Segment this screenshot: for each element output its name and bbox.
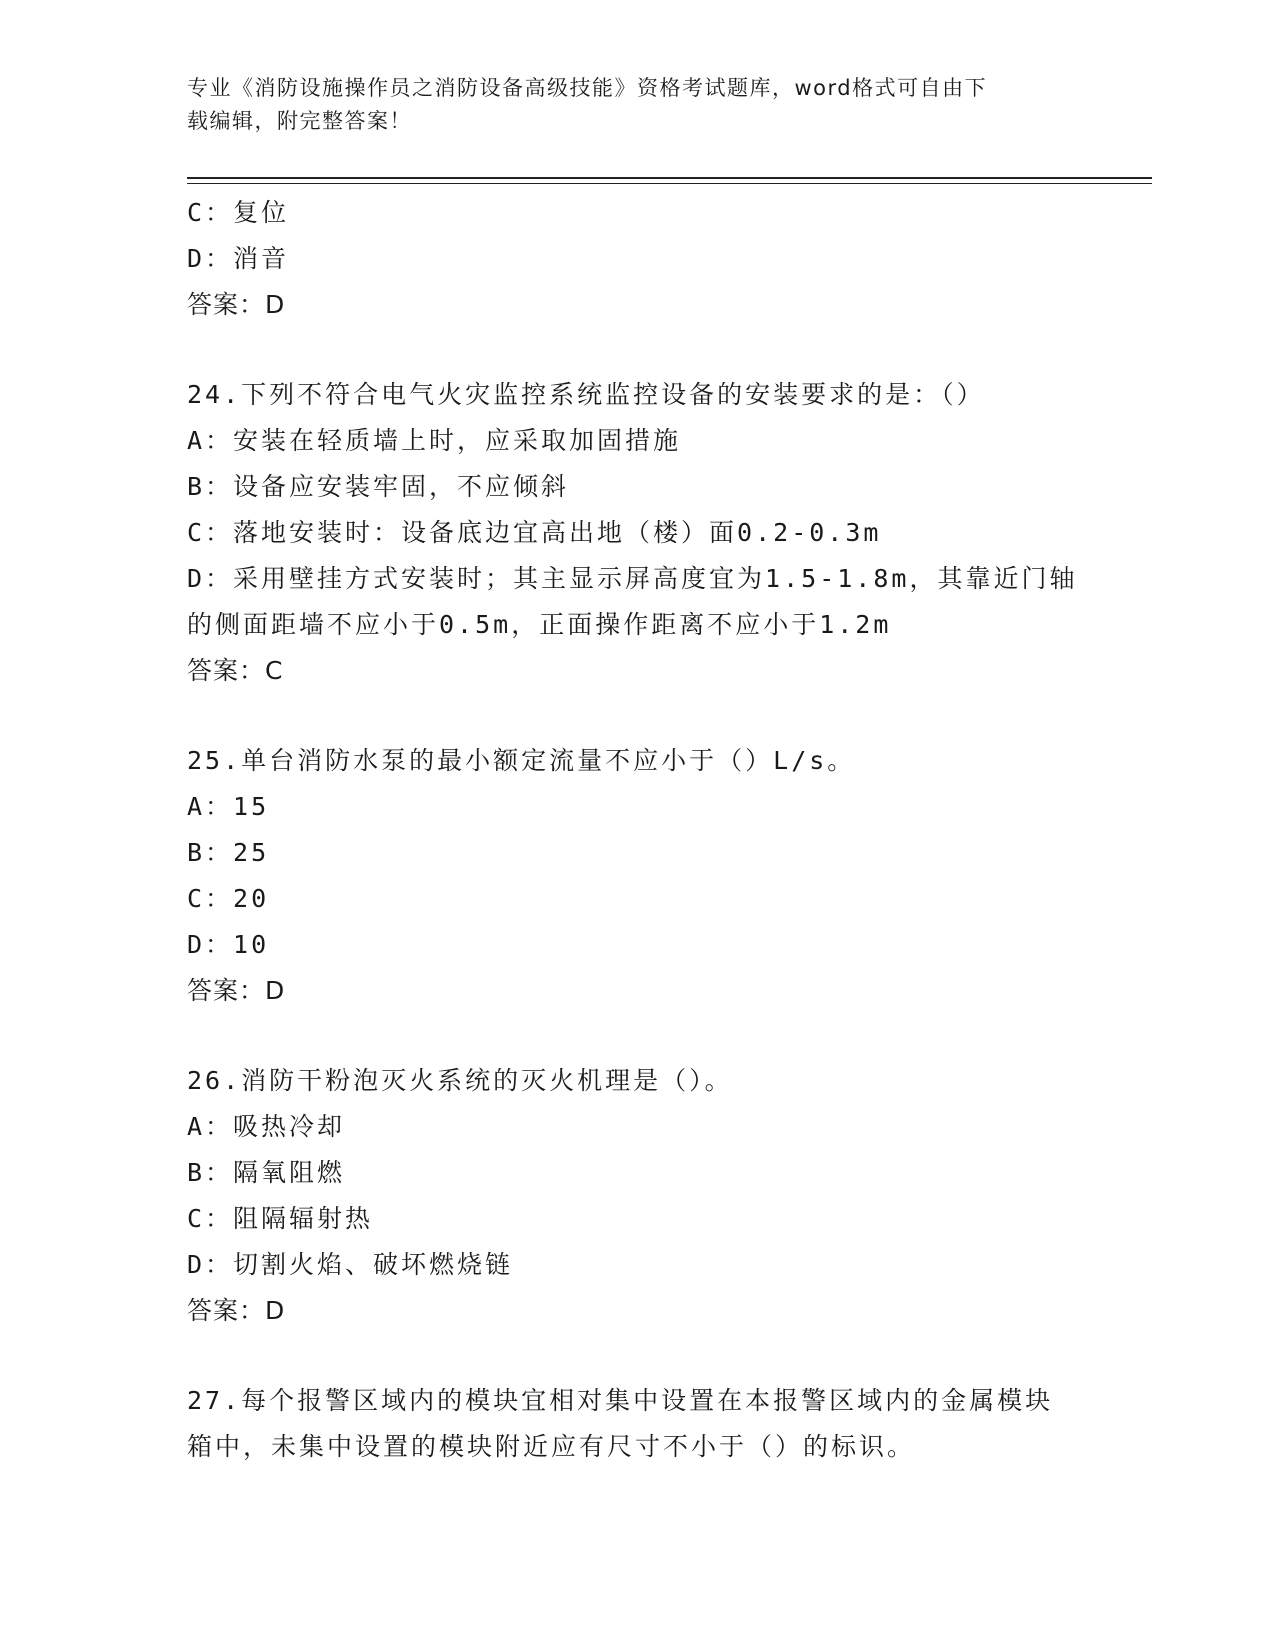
option-d: D：消音 bbox=[187, 244, 290, 273]
option-b: B：隔氧阻燃 bbox=[187, 1158, 346, 1187]
header-divider-thin bbox=[187, 183, 1152, 184]
question-26 bbox=[187, 1058, 1087, 1334]
option-c: C：20 bbox=[187, 884, 270, 913]
question-24 bbox=[187, 372, 1087, 694]
document-header bbox=[187, 72, 1067, 138]
header-line-2: 载编辑，附完整答案！ bbox=[187, 109, 412, 133]
header-divider-thick bbox=[187, 177, 1152, 179]
question-text: 24.下列不符合电气火灾监控系统监控设备的安装要求的是：（） bbox=[187, 380, 985, 409]
question-23 bbox=[187, 190, 1087, 328]
option-d: D：切割火焰、破坏燃烧链 bbox=[187, 1250, 514, 1279]
question-list bbox=[187, 190, 1087, 1470]
question-text: 25.单台消防水泵的最小额定流量不应小于（）L/s。 bbox=[187, 746, 856, 775]
question-25 bbox=[187, 738, 1087, 1014]
header-line-1: 专业《消防设施操作员之消防设备高级技能》资格考试题库，word格式可自由下 bbox=[187, 76, 988, 100]
answer: 答案：D bbox=[187, 1296, 286, 1325]
answer: 答案：D bbox=[187, 290, 286, 319]
option-d: D：采用壁挂方式安装时；其主显示屏高度宜为1.5-1.8m，其靠近门轴 bbox=[187, 564, 1078, 593]
option-a: A：吸热冷却 bbox=[187, 1112, 346, 1141]
question-text-continued: 箱中，未集中设置的模块附近应有尺寸不小于（）的标识。 bbox=[187, 1432, 916, 1461]
option-a: A：安装在轻质墙上时，应采取加固措施 bbox=[187, 426, 682, 455]
option-a: A：15 bbox=[187, 792, 270, 821]
answer: 答案：D bbox=[187, 976, 286, 1005]
question-27 bbox=[187, 1378, 1087, 1470]
option-d-continued: 的侧面距墙不应小于0.5m，正面操作距离不应小于1.2m bbox=[187, 610, 892, 639]
option-b: B：设备应安装牢固，不应倾斜 bbox=[187, 472, 570, 501]
option-b: B：25 bbox=[187, 838, 270, 867]
question-text: 26.消防干粉泡灭火系统的灭火机理是（）。 bbox=[187, 1066, 733, 1095]
answer: 答案：C bbox=[187, 656, 284, 685]
option-d: D：10 bbox=[187, 930, 270, 959]
option-c: C：阻隔辐射热 bbox=[187, 1204, 374, 1233]
question-text: 27.每个报警区域内的模块宜相对集中设置在本报警区域内的金属模块 bbox=[187, 1386, 1054, 1415]
option-c: C：落地安装时：设备底边宜高出地（楼）面0.2-0.3m bbox=[187, 518, 882, 547]
option-c: C：复位 bbox=[187, 198, 290, 227]
